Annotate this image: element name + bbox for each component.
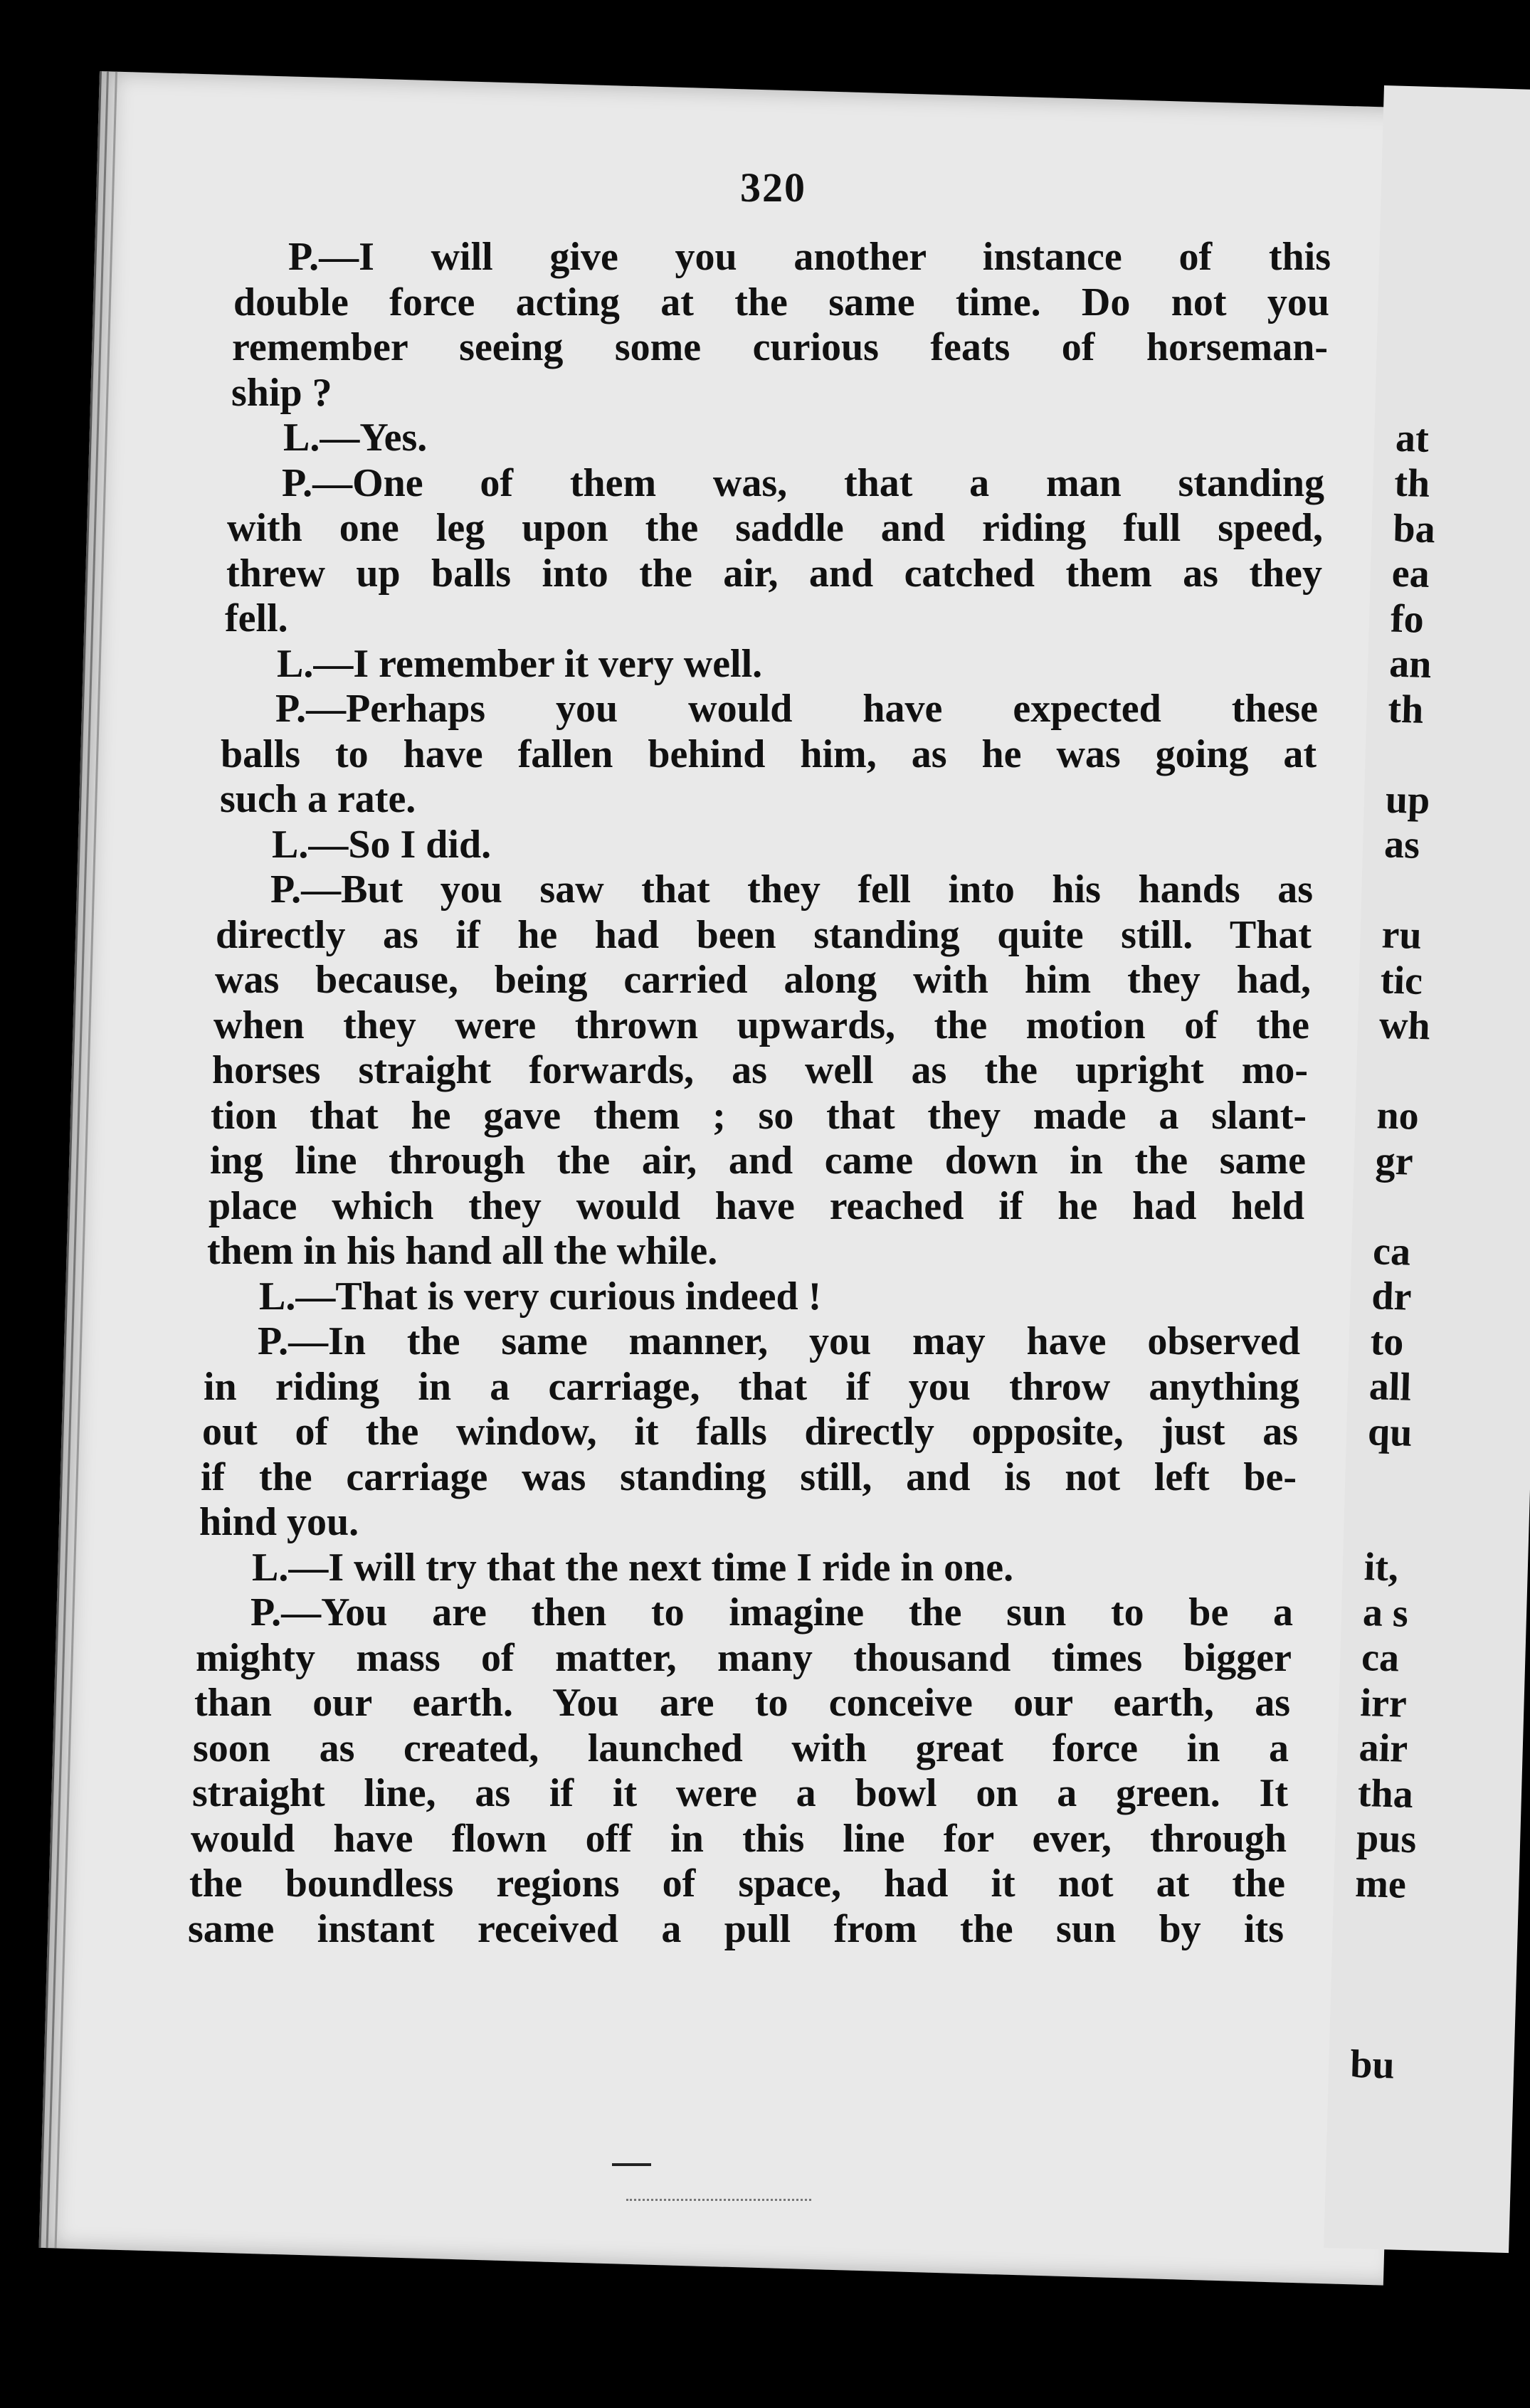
text-line: L.—That is very curious indeed ! — [259, 1274, 822, 1319]
text-line: with one leg upon the saddle and riding full speed, — [227, 506, 1323, 550]
text-line: L.—Yes. — [283, 416, 428, 460]
text-line: tion that he gave them ; so that they made a slant- — [211, 1093, 1307, 1138]
adjacent-text-fragment: ca — [1372, 1228, 1411, 1274]
text-line: double force acting at the same time. Do not you — [233, 280, 1329, 324]
page-number: 320 — [740, 164, 806, 211]
adjacent-text-fragment: a s — [1362, 1590, 1409, 1636]
adjacent-text-fragment: fo — [1390, 596, 1425, 642]
adjacent-text-fragment: gr — [1374, 1138, 1414, 1184]
adjacent-text-fragment: air — [1358, 1725, 1409, 1771]
text-line: when they were thrown upwards, the motion of the — [213, 1003, 1309, 1047]
body-text — [188, 235, 1331, 1952]
adjacent-text-fragment: all — [1368, 1364, 1412, 1410]
text-line: same instant received a pull from the sun by its — [188, 1906, 1284, 1951]
adjacent-text-fragment: to — [1369, 1319, 1405, 1364]
adjacent-text-fragment: ea — [1391, 551, 1430, 597]
adjacent-text-fragment: ca — [1361, 1635, 1400, 1681]
text-line: place which they would have reached if he had held — [209, 1183, 1304, 1228]
binding-edge-line — [46, 71, 109, 2248]
adjacent-text-fragment: tha — [1357, 1770, 1414, 1817]
adjacent-text-fragment: up — [1385, 776, 1431, 823]
adjacent-line-gap — [1324, 1903, 1414, 1953]
adjacent-line-gap — [1324, 1993, 1412, 2043]
adjacent-text-fragment: tic — [1380, 957, 1423, 1003]
text-line: if the carriage was standing still, and is not left be- — [201, 1454, 1297, 1499]
text-line: remember seeing some curious feats of horseman- — [232, 325, 1328, 369]
adjacent-text-fragment: ba — [1392, 506, 1436, 551]
adjacent-line-gap — [1324, 1948, 1413, 1998]
text-line: was because, being carried along with him they had, — [215, 958, 1311, 1002]
adjacent-text-fragment: th — [1393, 460, 1431, 506]
text-line: soon as created, launched with great force in a — [193, 1726, 1289, 1770]
text-line: in riding in a carriage, that if you throw anything — [204, 1364, 1299, 1409]
adjacent-text-fragment: ru — [1381, 912, 1423, 958]
binding-edge-line — [39, 71, 102, 2248]
adjacent-text-fragment: dr — [1371, 1274, 1413, 1319]
text-line: mighty mass of matter, many thousand times bigger — [196, 1635, 1292, 1680]
text-line: P.—Perhaps you would have expected these — [275, 687, 1318, 731]
text-line: L.—I will try that the next time I ride in one. — [252, 1545, 1014, 1590]
text-line: balls to have fallen behind him, as he was going at — [221, 732, 1317, 776]
text-line: the boundless regions of space, had it not at the — [189, 1862, 1285, 1906]
text-line: P.—But you saw that they fell into his hands as — [270, 867, 1313, 912]
text-line: ing line through the air, and came down in the same — [210, 1139, 1306, 1183]
adjacent-text-fragment: at — [1395, 416, 1430, 461]
adjacent-text-fragment: th — [1387, 687, 1425, 732]
text-line: them in his hand all the while. — [207, 1229, 718, 1273]
binding-edge-line — [55, 72, 117, 2249]
bottom-dotted-mark — [626, 2199, 811, 2202]
text-line: would have flown off in this line for ever, through — [191, 1816, 1287, 1861]
adjacent-text-fragment: an — [1388, 641, 1433, 687]
text-line: P.—I will give you another instance of this — [288, 235, 1331, 279]
text-line: L.—So I did. — [272, 822, 492, 867]
text-line: ship ? — [231, 370, 332, 415]
adjacent-text-fragment: as — [1383, 822, 1420, 867]
adjacent-text-fragment: it, — [1363, 1545, 1399, 1590]
text-line: P.—One of them was, that a man standing — [282, 460, 1324, 505]
adjacent-text-fragment: pus — [1356, 1815, 1418, 1862]
adjacent-text-fragment: bu — [1349, 2042, 1396, 2087]
bottom-dash-mark — [612, 2163, 651, 2166]
adjacent-text-fragment: qu — [1367, 1409, 1413, 1455]
text-line: straight line, as if it were a bowl on a green. It — [192, 1771, 1288, 1815]
text-line: hind you. — [199, 1500, 359, 1544]
text-line: directly as if he had been standing quite still. That — [216, 912, 1312, 957]
text-line: horses straight forwards, as well as the upright mo- — [212, 1048, 1308, 1092]
text-line: fell. — [225, 596, 288, 640]
text-line: out of the window, it falls directly opposite, just as — [202, 1410, 1298, 1454]
adjacent-text-fragment: wh — [1378, 1003, 1431, 1049]
adjacent-text-fragment: irr — [1359, 1680, 1408, 1726]
text-line: such a rate. — [220, 777, 416, 821]
adjacent-text-fragment: no — [1376, 1093, 1420, 1139]
adjacent-text-fragment: me — [1354, 1861, 1407, 1907]
text-line: threw up balls into the air, and catched them as they — [226, 551, 1322, 596]
text-line: than our earth. You are to conceive our earth, as — [194, 1681, 1290, 1725]
text-line: P.—You are then to imagine the sun to be a — [250, 1590, 1293, 1635]
text-line: L.—I remember it very well. — [277, 641, 763, 686]
text-line: P.—In the same manner, you may have observed — [258, 1319, 1300, 1363]
